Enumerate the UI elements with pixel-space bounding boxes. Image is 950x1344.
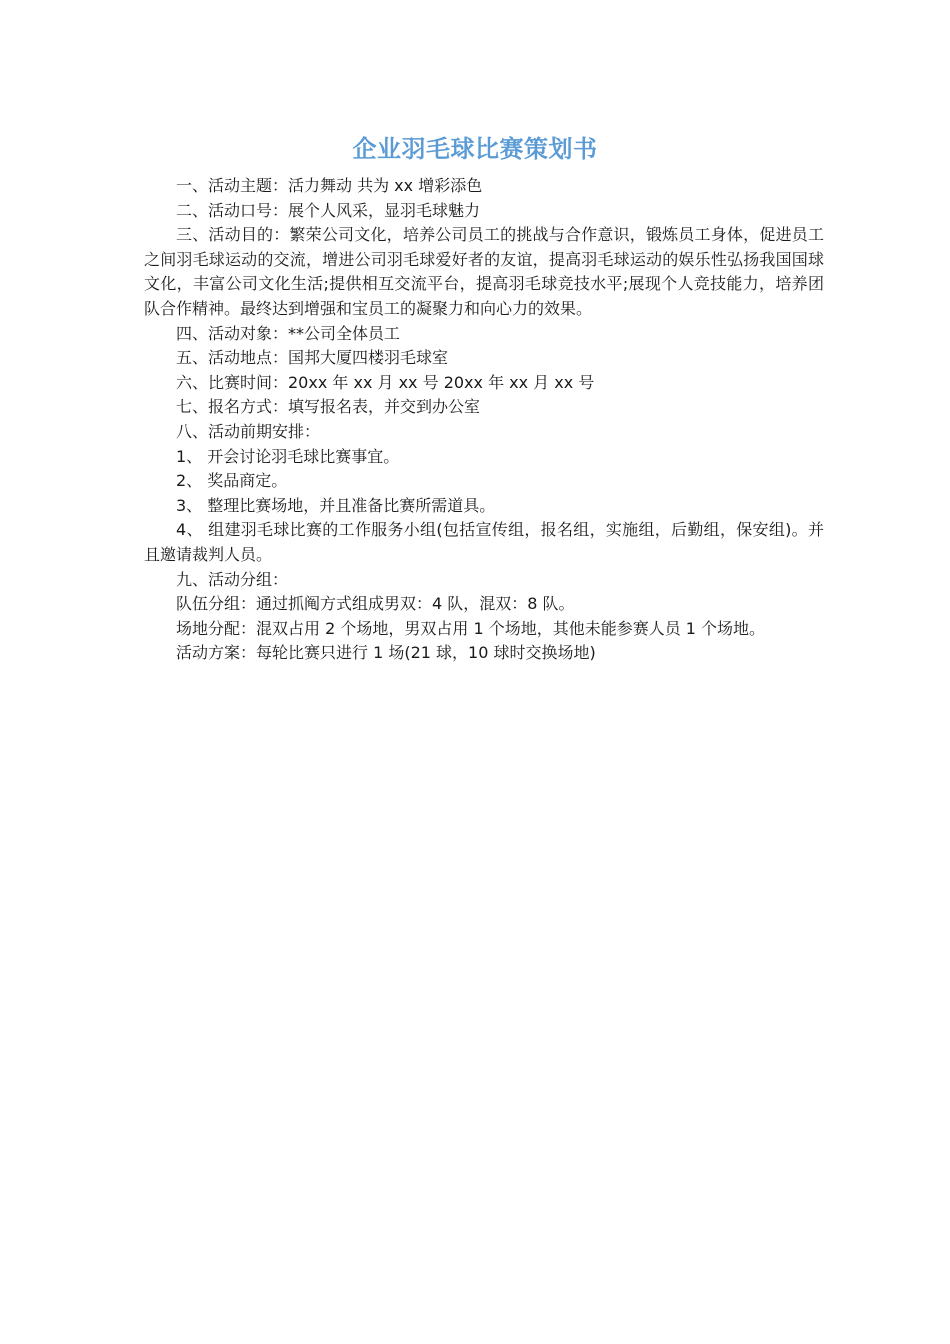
paragraph-activity-purpose: 三、活动目的：繁荣公司文化，培养公司员工的挑战与合作意识，锻炼员工身体，促进员工之间羽毛球运动的交流，增进公司羽毛球爱好者的友谊，提高羽毛球运动的娱乐性弘扬我国国球文化，丰富公司文化生活;提供相互交流平台，提高羽毛球竞技水平;展现个人竞技能力，培养团队合作精神。最终达到增强和宝员工的凝聚力和向心力的效果。 bbox=[144, 225, 824, 318]
paragraph-grouping-heading: 九、活动分组： bbox=[176, 569, 289, 589]
paragraph-preparation-item-2: 2、 奖品商定。 bbox=[176, 471, 288, 491]
document-body bbox=[144, 174, 824, 666]
paragraph-preparation-item-3: 3、 整理比赛场地，并且准备比赛所需道具。 bbox=[176, 495, 496, 515]
paragraph-activity-target: 四、活动对象：**公司全体员工 bbox=[176, 323, 401, 343]
paragraph-preparation-item-1: 1、 开会讨论羽毛球比赛事宜。 bbox=[176, 446, 400, 466]
paragraph-activity-slogan: 二、活动口号：展个人风采，显羽毛球魅力 bbox=[176, 200, 481, 220]
paragraph-activity-theme: 一、活动主题：活力舞动 共为 xx 增彩添色 bbox=[176, 176, 483, 195]
paragraph-activity-plan: 活动方案：每轮比赛只进行 1 场(21 球，10 球时交换场地) bbox=[176, 643, 596, 663]
paragraph-activity-location: 五、活动地点：国邦大厦四楼羽毛球室 bbox=[176, 348, 449, 368]
document-title: 企业羽毛球比赛策划书 bbox=[352, 135, 598, 163]
paragraph-team-grouping: 队伍分组：通过抓阄方式组成男双：4 队，混双：8 队。 bbox=[176, 594, 575, 614]
paragraph-preparation-item-4: 4、 组建羽毛球比赛的工作服务小组(包括宣传组，报名组，实施组，后勤组，保安组)。并且邀请裁判人员。 bbox=[144, 520, 824, 564]
paragraph-registration: 七、报名方式：填写报名表，并交到办公室 bbox=[176, 397, 481, 417]
paragraph-venue-allocation: 场地分配：混双占用 2 个场地，男双占用 1 个场地，其他未能参赛人员 1 个场地。 bbox=[176, 618, 766, 638]
paragraph-match-time: 六、比赛时间：20xx 年 xx 月 xx 号 20xx 年 xx 月 xx 号 bbox=[176, 372, 595, 392]
paragraph-preparation-heading: 八、活动前期安排： bbox=[176, 421, 321, 441]
